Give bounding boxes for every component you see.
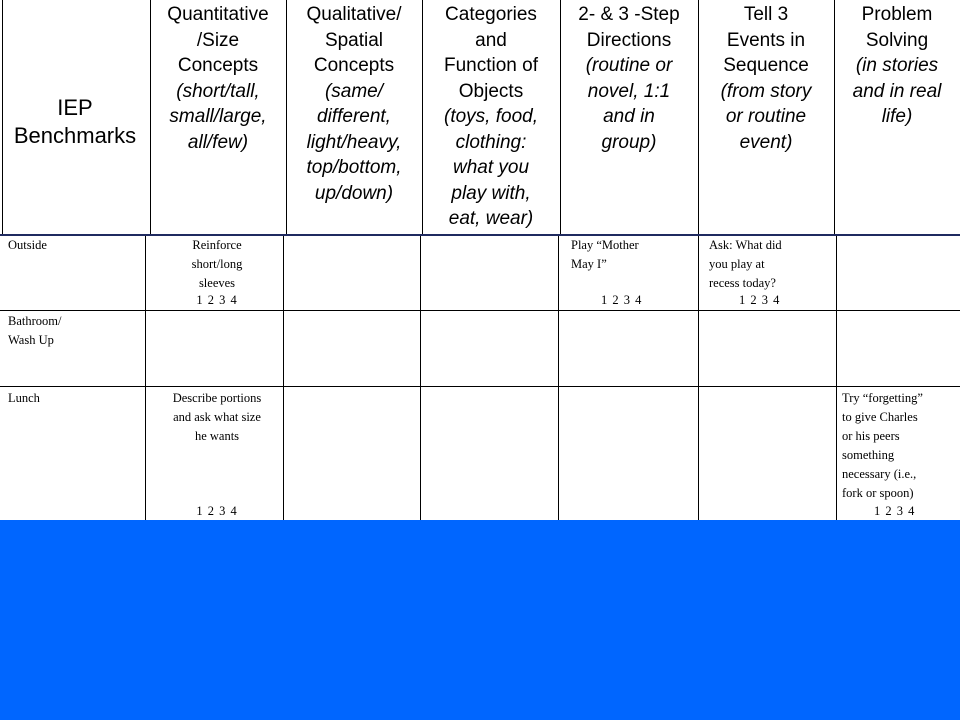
- rating-scale: 1 2 3 4: [196, 293, 238, 307]
- column-title: 2- & 3 -Step Directions: [578, 4, 680, 51]
- grid-line: [834, 0, 835, 234]
- rating-scale: 1 2 3 4: [739, 293, 781, 307]
- grid-line: [150, 0, 151, 234]
- grid-line: [0, 386, 960, 387]
- grid-line: [836, 236, 837, 520]
- column-title: Qualitative/ Spatial Concepts: [306, 4, 402, 76]
- column-header-directions: [560, 0, 698, 234]
- column-title: Problem Solving: [861, 4, 933, 51]
- grid-line: [558, 236, 559, 520]
- row-label-outside: Outside: [8, 238, 47, 252]
- column-title: Tell 3 Events in Sequence: [723, 4, 809, 76]
- header-divider: [0, 234, 960, 236]
- grid-line: [0, 310, 960, 311]
- grid-line: [698, 236, 699, 520]
- blue-background-band: [0, 520, 960, 720]
- rating-scale: 1 2 3 4: [196, 504, 238, 518]
- table-cell: [571, 236, 696, 308]
- row-label-lunch: Lunch: [8, 391, 40, 405]
- column-subtitle: (toys, food, clothing: what you play with, eat, wear): [444, 106, 538, 229]
- column-header-quantitative: [150, 0, 286, 234]
- column-subtitle: (in stories and in real life): [852, 55, 942, 127]
- column-subtitle: (routine or novel, 1:1 and in group): [585, 55, 673, 153]
- cell-text: Describe portions and ask what size he wants: [172, 391, 262, 443]
- row-label-bathroom: Bathroom/ Wash Up: [8, 314, 62, 347]
- rating-scale: 1 2 3 4: [874, 504, 916, 518]
- table-cell: [150, 389, 284, 519]
- grid-line: [420, 236, 421, 520]
- column-title: Quantitative /Size Concepts: [167, 4, 269, 76]
- grid-line: [283, 236, 284, 520]
- column-header-qualitative: [286, 0, 422, 234]
- cell-text: Ask: What did you play at recess today?: [709, 238, 782, 290]
- grid-line: [2, 0, 3, 234]
- cell-text: Try “forgetting” to give Charles or his peers something necessary (i.e., fork or spoon): [842, 391, 923, 500]
- table-cell: [150, 236, 284, 308]
- grid-line: [286, 0, 287, 234]
- grid-line: [145, 236, 146, 520]
- cell-text: Play “Mother May I”: [571, 238, 639, 271]
- table-cell: [842, 389, 958, 519]
- table-cell: [709, 236, 834, 308]
- column-subtitle: (short/tall, small/large, all/few): [169, 80, 267, 153]
- rating-scale: 1 2 3 4: [601, 293, 643, 307]
- grid-line: [698, 0, 699, 234]
- column-header-categories: [422, 0, 560, 234]
- iep-benchmarks-header: IEP Benchmarks: [13, 95, 137, 148]
- grid-line: [422, 0, 423, 234]
- column-subtitle: (same/ different, light/heavy, top/bottom, up/down): [306, 80, 402, 204]
- cell-text: Reinforce short/long sleeves: [191, 238, 243, 290]
- column-title: Categories and Function of Objects: [444, 4, 538, 102]
- grid-line: [560, 0, 561, 234]
- column-header-problem-solving: [834, 0, 960, 234]
- column-header-sequence: [698, 0, 834, 234]
- column-subtitle: (from story or routine event): [720, 80, 812, 153]
